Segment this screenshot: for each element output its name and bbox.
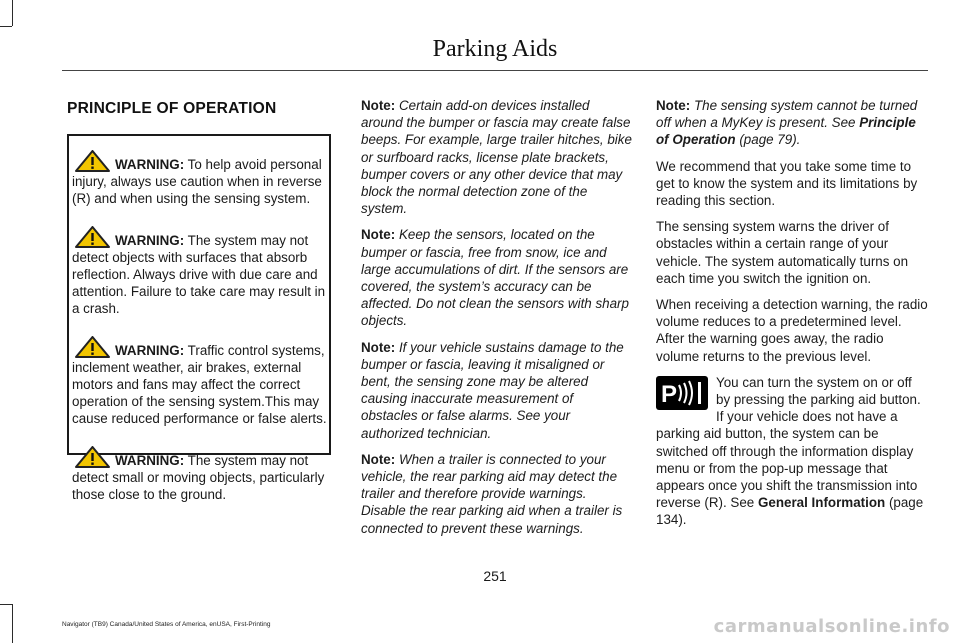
cross-reference-link[interactable]: Principle of Operation xyxy=(656,115,916,148)
page-title: Parking Aids xyxy=(432,36,558,62)
note-paragraph xyxy=(361,451,632,537)
body-text: You can turn the system on or off by pressing the parking aid button. If your vehicle does not have a parking aid button, the system can be switched off through the information display menu or from the pop-up message that appears once you shift the transmission into reverse (R). See xyxy=(656,374,921,511)
page-number: 251 xyxy=(483,568,507,584)
warning-triangle-icon xyxy=(74,226,111,248)
warning-box xyxy=(67,134,331,503)
body-paragraph: The sensing system warns the driver of obstacles within a certain range of your vehicle. The system automatically turns on each time you switch the ignition on. xyxy=(656,219,909,286)
middle-column xyxy=(361,97,632,546)
note-paragraph xyxy=(656,97,928,149)
note-text: Certain add-on devices installed around the bumper or fascia may create false beeps. For example, large trailer hitches, bike or surfboard racks, license plate brackets, bumper covers or any other device that may block the normal detection zone of the system. xyxy=(361,98,632,217)
note-label: Note: xyxy=(361,339,396,355)
warning-label: WARNING: xyxy=(115,342,185,358)
warning-label: WARNING: xyxy=(115,232,185,248)
warning-item xyxy=(72,144,329,208)
section-heading: PRINCIPLE OF OPERATION xyxy=(67,100,277,117)
note-label: Note: xyxy=(361,98,396,113)
note-paragraph xyxy=(361,97,632,217)
page-reference: (page 134). xyxy=(656,495,924,528)
header-divider xyxy=(62,70,928,71)
warning-text: The system may not detect objects with surfaces that absorb reflection. Always drive with due care and attention. Failure to take care may result in a crash. xyxy=(72,232,326,317)
crop-mark-top-left-v xyxy=(12,0,13,26)
page-reference: (page 79). xyxy=(739,132,801,148)
cross-reference-link[interactable]: General Information xyxy=(757,495,886,511)
note-text: If your vehicle sustains damage to the bumper or fascia, leaving it misaligned or bent, the sensing zone may be altered causing inaccurate measurement of obstacles or false alarms. See your authorized technician. xyxy=(361,339,624,441)
parking-aid-button-icon xyxy=(656,376,708,410)
warning-triangle-icon xyxy=(74,446,111,468)
body-paragraph: When receiving a detection warning, the radio volume reduces to a predetermined level. After the warning goes away, the radio volume returns to the previous level. xyxy=(656,297,928,364)
note-paragraph xyxy=(361,226,632,329)
crop-mark-top-left-h xyxy=(0,26,12,27)
document-info: Navigator (TB9) Canada/United States of America, enUSA, First-Printing xyxy=(62,621,271,628)
body-paragraph: We recommend that you take some time to get to know the system and its limitations by reading this section. xyxy=(656,158,918,209)
note-label: Note: xyxy=(361,227,396,243)
note-paragraph xyxy=(361,339,632,442)
warning-item xyxy=(72,440,329,504)
left-column xyxy=(67,100,335,117)
watermark: carmanualsonline.info xyxy=(713,616,950,637)
warning-label: WARNING: xyxy=(115,157,185,172)
warning-text: Traffic control systems, inclement weather, air brakes, external motors and fans may affect the correct operation of the sensing system.This may cause reduced performance or false alerts. xyxy=(72,342,327,427)
warning-text: The system may not detect small or moving objects, particularly those close to the ground. xyxy=(72,452,325,503)
warning-triangle-icon xyxy=(74,150,111,172)
warning-item xyxy=(72,220,329,318)
right-column xyxy=(656,97,928,538)
warning-text: To help avoid personal injury, always use caution when in reverse (R) and when using the sensing system. xyxy=(72,157,322,207)
svg-text:P: P xyxy=(661,380,678,408)
note-text: When a trailer is connected to your vehicle, the rear parking aid may detect the trailer and therefore provide warnings. Disable the rear parking aid when a trailer is connected to prevent these warnings. xyxy=(361,451,623,536)
note-text: The sensing system cannot be turned off when a MyKey is present. See xyxy=(656,98,918,131)
note-label: Note: xyxy=(656,98,691,113)
note-label: Note: xyxy=(361,451,396,467)
warning-label: WARNING: xyxy=(115,452,185,468)
crop-mark-bottom-left-h xyxy=(0,604,12,605)
note-text: Keep the sensors, located on the bumper or fascia, free from snow, ice and large accumulations of dirt. If the sensors are covered, the system’s accuracy can be affected. Do not clean the sensors with sharp objects. xyxy=(361,227,629,329)
warning-item xyxy=(72,330,329,428)
body-paragraph xyxy=(656,374,928,529)
warning-triangle-icon xyxy=(74,336,111,358)
crop-mark-bottom-left-v xyxy=(12,604,13,643)
